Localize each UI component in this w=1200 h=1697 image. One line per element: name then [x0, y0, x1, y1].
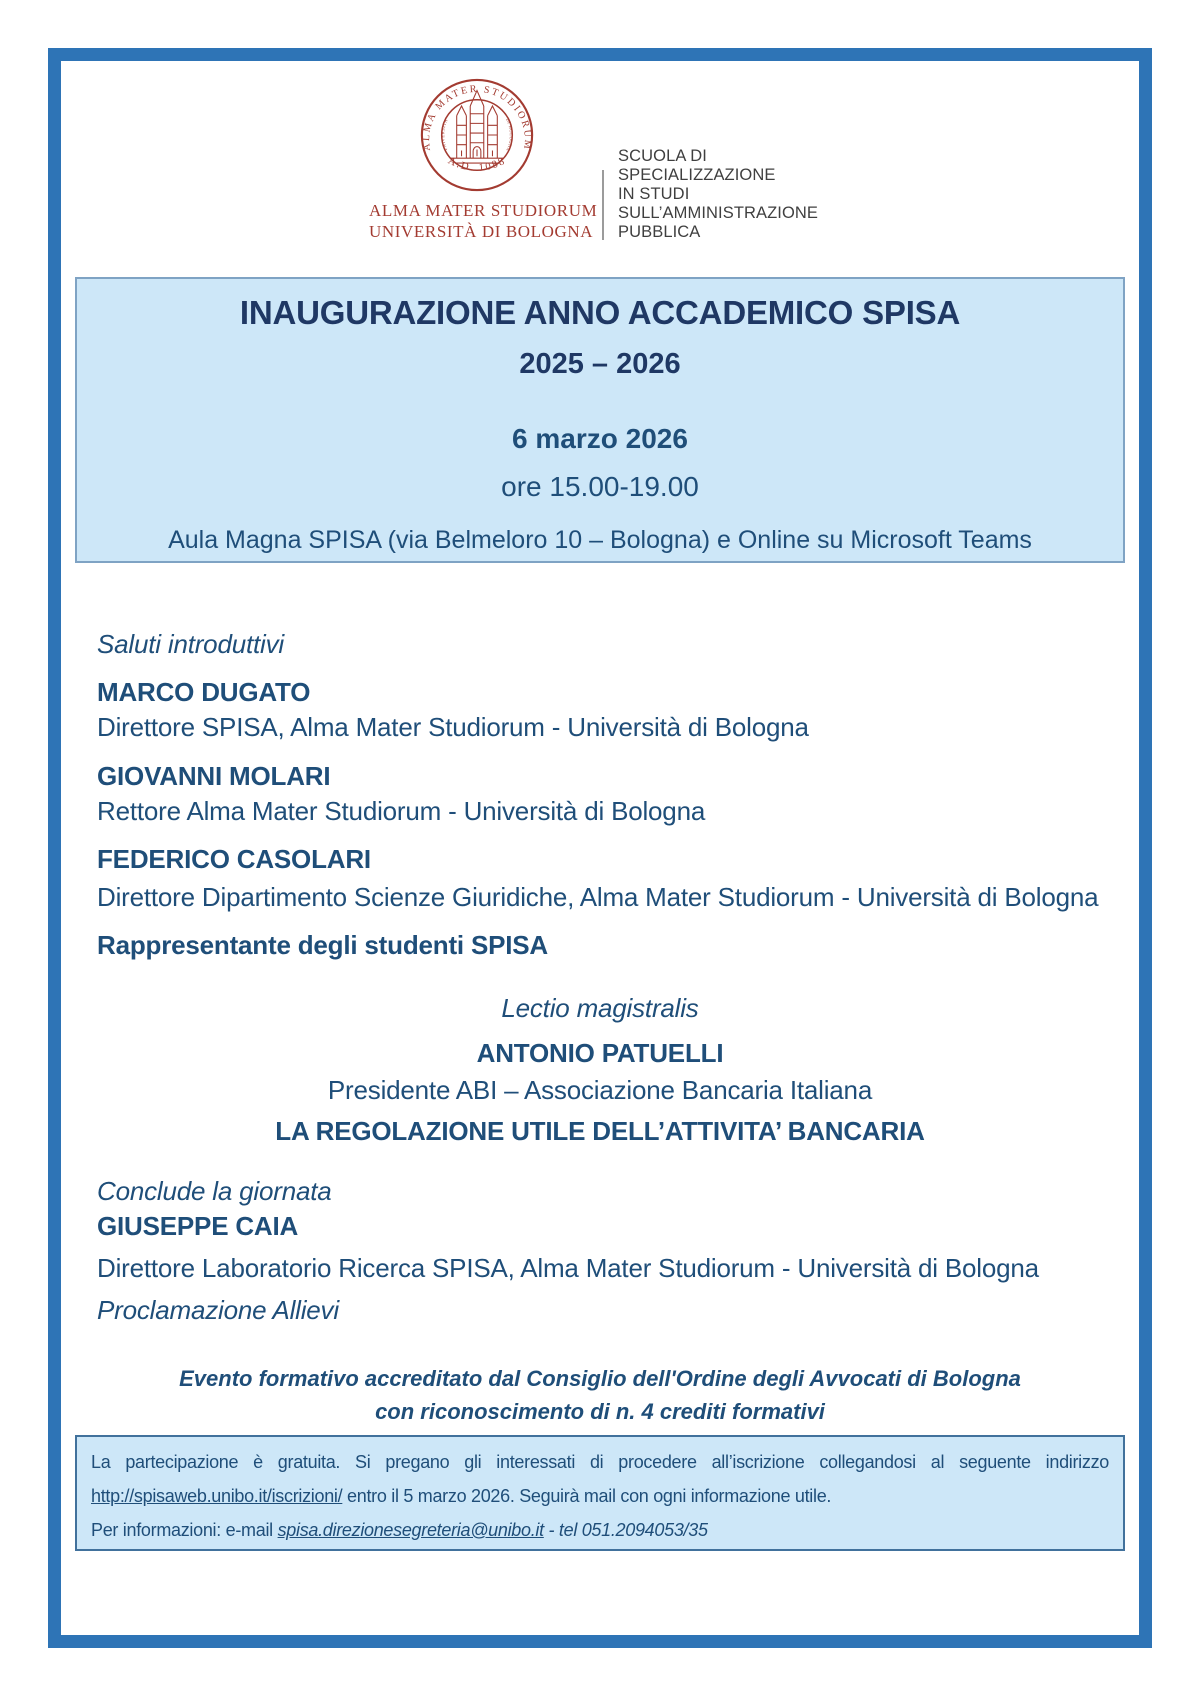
proclamazione-allievi: Proclamazione Allievi [97, 1295, 339, 1325]
contact-text-before-email: Per informazioni: e-mail [91, 1520, 278, 1540]
academic-years: 2025 – 2026 [519, 348, 681, 380]
university-wordmark [369, 200, 598, 242]
wordmark-line-2: UNIVERSITÀ DI BOLOGNA [369, 222, 594, 241]
registration-paragraph [91, 1445, 1109, 1513]
school-line-4: PUBBLICA [618, 223, 701, 241]
school-name-block [618, 147, 831, 242]
closing-speaker: GIUSEPPE CAIA [97, 1211, 299, 1241]
page-content [61, 61, 1139, 1635]
speaker-role-casolari: Direttore Dipartimento Scienze Giuridiche, Alma Mater Studiorum - Università di Bologna [97, 882, 1099, 912]
seal-bottom-text: A.D. 1088 [445, 155, 508, 174]
speaker-role-molari: Rettore Alma Mater Studiorum - Università di Bologna [97, 796, 706, 826]
seal-inner-left-text: VNIVERSITA [439, 118, 449, 152]
registration-text-after-link: entro il 5 marzo 2026. Seguirà mail con ogni informazione utile. [342, 1486, 832, 1506]
accreditation-line-2: con riconoscimento di n. 4 crediti formativi [375, 1399, 825, 1424]
school-line-3: SULL’AMMINISTRAZIONE [618, 204, 819, 222]
wordmark-line-1: ALMA MATER STUDIORUM [369, 201, 598, 220]
speaker-name-dugato: MARCO DUGATO [97, 677, 311, 707]
students-representative: Rappresentante degli studenti SPISA [97, 930, 548, 960]
accreditation-line-1: Evento formativo accreditato dal Consiglio dell'Ordine degli Avvocati di Bologna [179, 1366, 1021, 1391]
accreditation-note [75, 1362, 1125, 1428]
event-date: 6 marzo 2026 [512, 423, 688, 454]
svg-text:ALMA MATER STUDIORUM [421, 84, 533, 152]
unibo-seal-icon [419, 77, 535, 193]
registration-info-box [75, 1435, 1125, 1551]
lectio-title: LA REGOLAZIONE UTILE DELL’ATTIVITA’ BANCARIA [275, 1116, 925, 1146]
program-section [75, 627, 1125, 1328]
speaker-name-molari: GIOVANNI MOLARI [97, 761, 331, 791]
lectio-speaker-role: Presidente ABI – Associazione Bancaria Italiana [327, 1075, 873, 1105]
heading-conclude-la-giornata: Conclude la giornata [97, 1176, 332, 1206]
heading-saluti-introduttivi: Saluti introduttivi [97, 629, 284, 659]
contact-email-link[interactable]: spisa.direzionesegreteria@unibo.it [277, 1520, 544, 1540]
school-line-2: IN STUDI [618, 185, 690, 203]
event-title: INAUGURAZIONE ANNO ACCADEMICO SPISA [239, 294, 961, 331]
event-header-box [75, 277, 1125, 563]
seal-top-text: ALMA MATER STUDIORUM [420, 83, 533, 152]
closing-speaker-role: Direttore Laboratorio Ricerca SPISA, Alma Mater Studiorum - Università di Bologna [97, 1253, 1039, 1283]
speaker-role-dugato: Direttore SPISA, Alma Mater Studiorum - Università di Bologna [97, 712, 809, 742]
unibo-logo-block [369, 77, 598, 242]
registration-url-link[interactable]: http://spisaweb.unibo.it/iscrizioni/ [91, 1486, 343, 1506]
registration-text-before-link: La partecipazione è gratuita. Si pregano gli interessati di procedere all’iscrizione collegandosi al seguente indirizzo [91, 1452, 1109, 1472]
contact-paragraph [91, 1513, 1109, 1547]
contact-phone-text: - tel 051.2094053/35 [543, 1520, 708, 1540]
seal-inner-right-text: DI BOLOGNA [504, 117, 514, 153]
school-line-1: SCUOLA DI SPECIALIZZAZIONE [618, 147, 776, 184]
lectio-speaker: ANTONIO PATUELLI [476, 1038, 724, 1068]
svg-text:DI BOLOGNA [504, 117, 513, 152]
seal-towers-art [450, 91, 502, 163]
heading-lectio-magistralis: Lectio magistralis [501, 993, 699, 1023]
svg-text:VNIVERSITA [440, 118, 449, 152]
speaker-name-casolari: FEDERICO CASOLARI [97, 844, 371, 874]
event-time: ore 15.00-19.00 [501, 471, 699, 502]
brand-divider [602, 170, 604, 240]
event-venue: Aula Magna SPISA (via Belmeloro 10 – Bologna) e Online su Microsoft Teams [168, 526, 1032, 554]
university-brand [75, 77, 1125, 242]
